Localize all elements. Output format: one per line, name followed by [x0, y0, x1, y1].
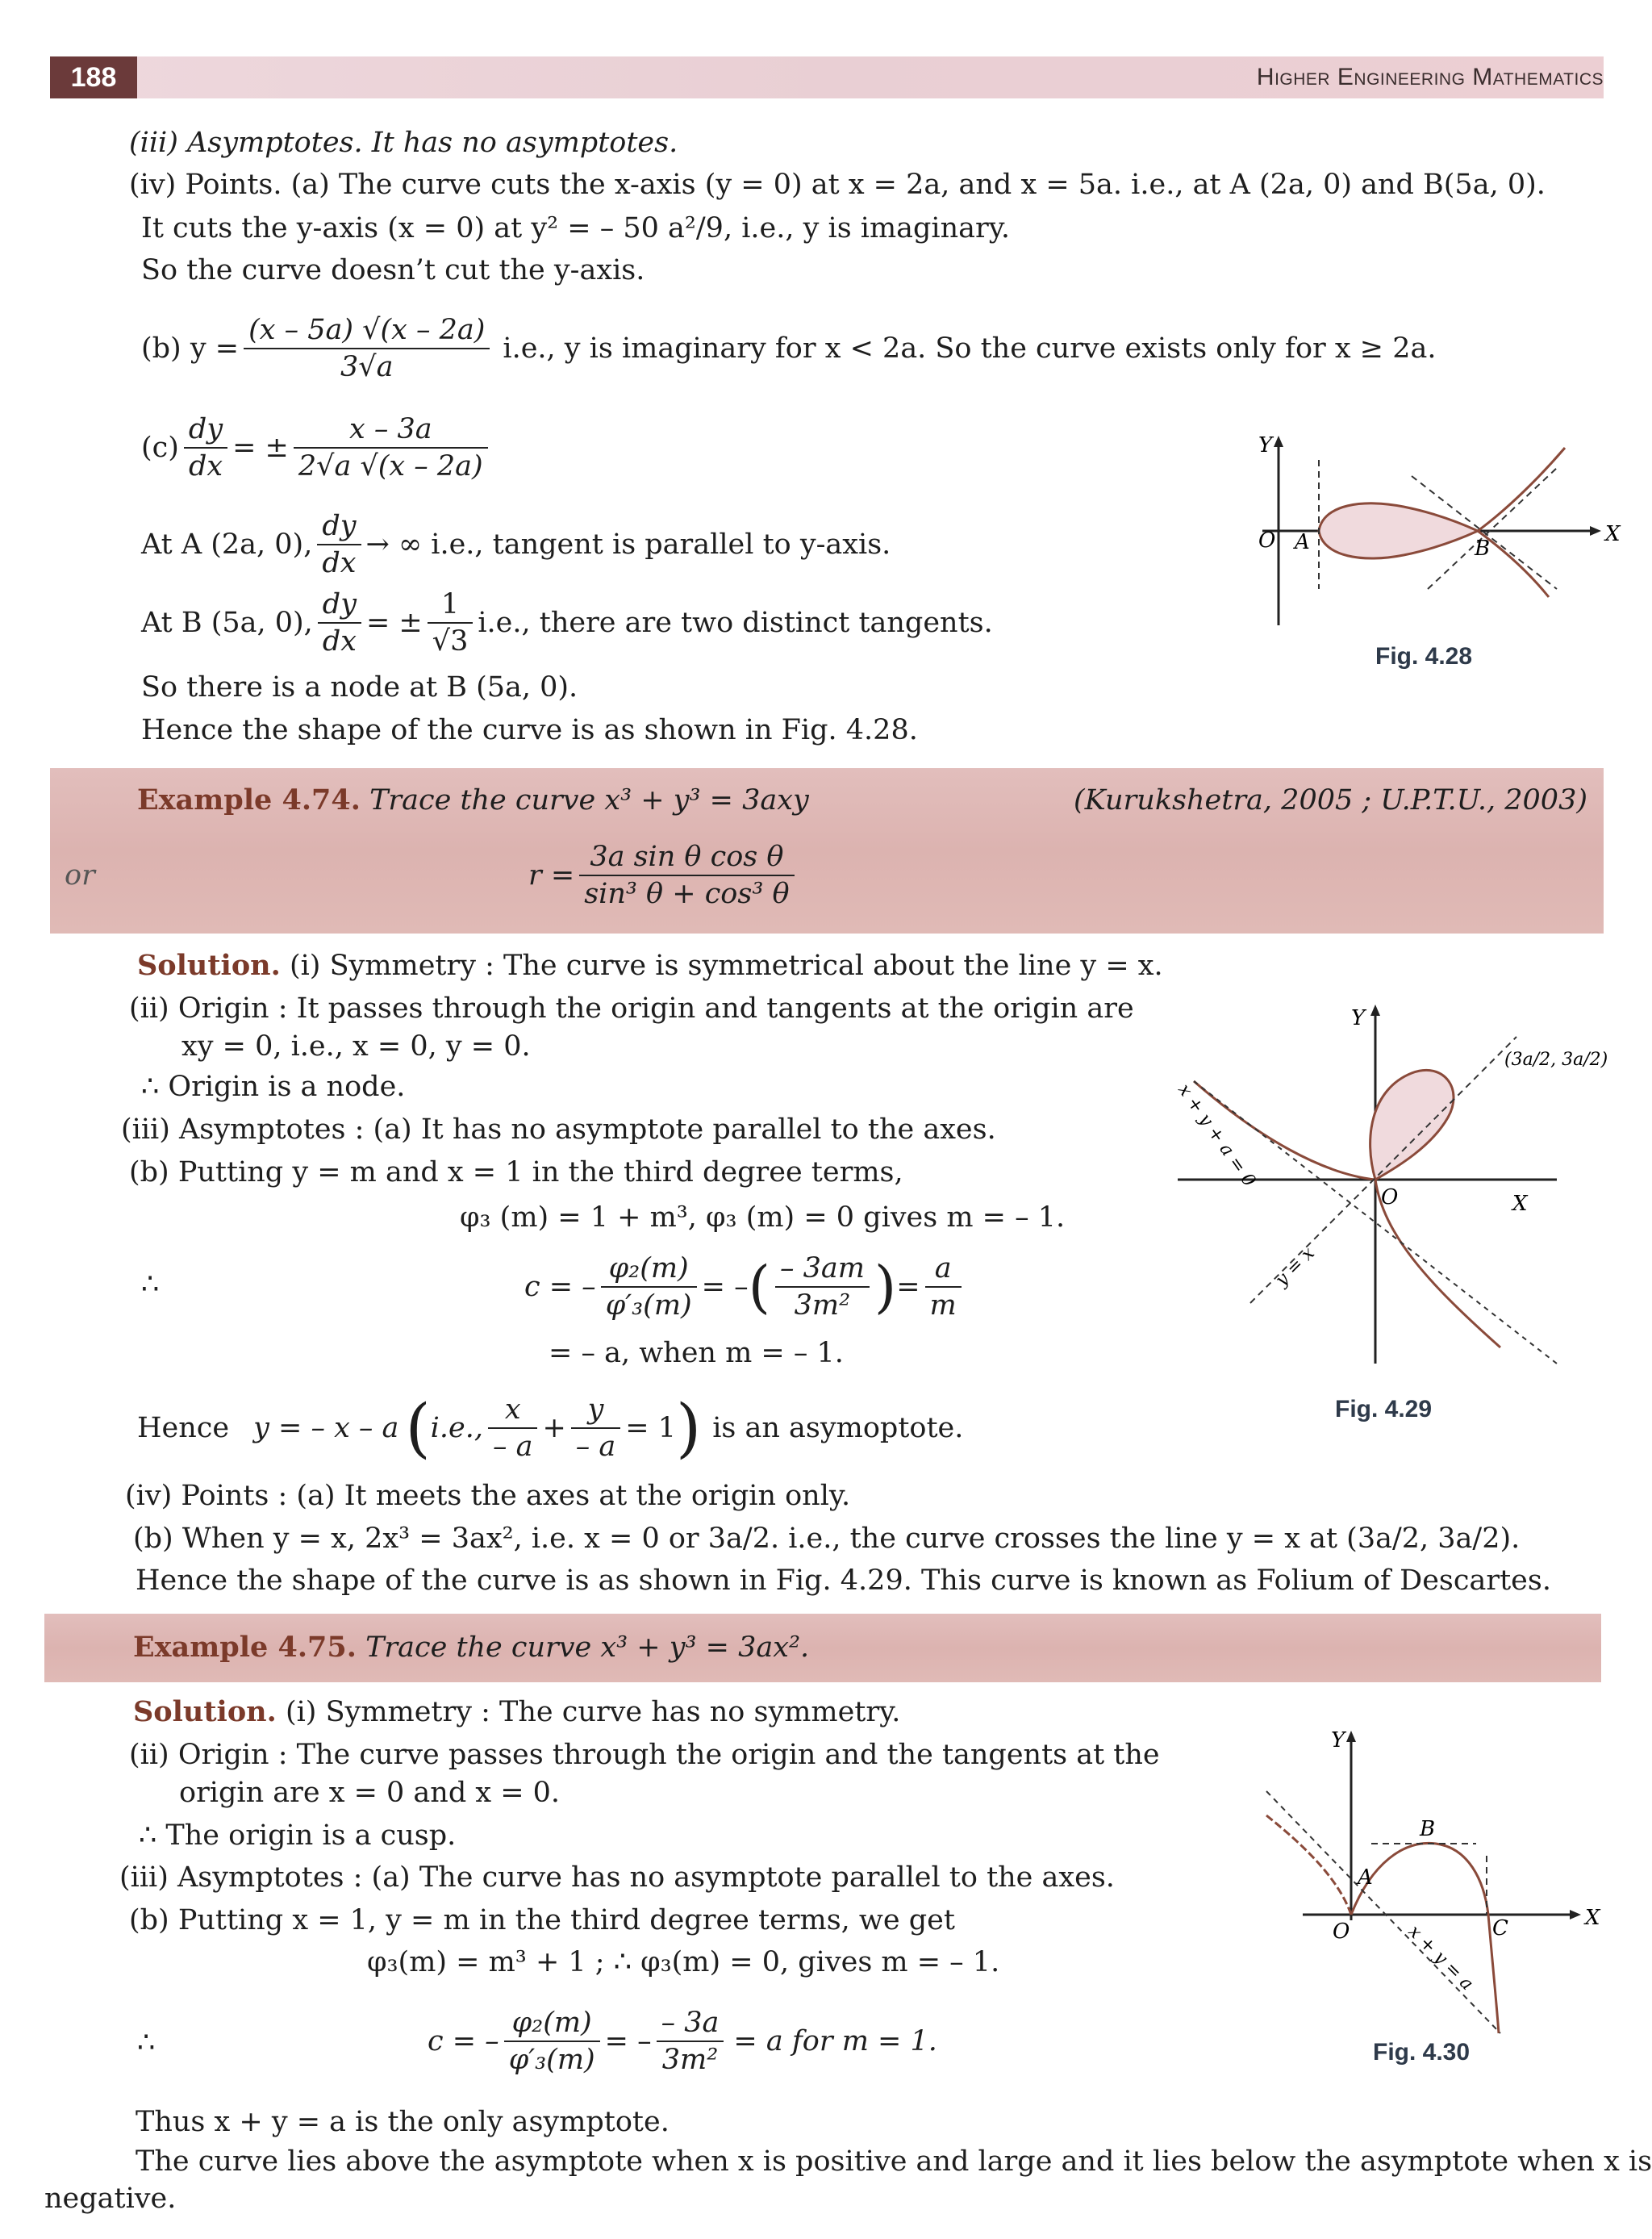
c-num2: – 3a — [657, 2005, 724, 2042]
sol474-c-equation — [524, 1243, 966, 1331]
prev-node-line: So there is a node at B (5a, 0). — [141, 671, 578, 704]
sol474-symmetry — [137, 948, 1163, 984]
b-label: (b) y = — [141, 332, 240, 365]
sol475-lies-above: The curve lies above the asymptote when x is positive and large and it lies below the asymptote when x is — [136, 2145, 1652, 2178]
c-den1: φ′₃(m) — [508, 2044, 595, 2076]
ie-text: i.e., — [430, 1412, 483, 1444]
sol474-xy0: xy = 0, i.e., x = 0, y = 0. — [181, 1030, 531, 1063]
dy-text: dy — [318, 587, 361, 624]
fig428-y-arrow — [1274, 436, 1283, 447]
at-b-label: At B (5a, 0), — [141, 607, 313, 639]
c-num1: φ₂(m) — [601, 1251, 697, 1288]
dx-text: dx — [188, 450, 223, 482]
sol475-cusp: ∴ The origin is a cusp. — [139, 1819, 457, 1852]
fig430-asym-label: x + y = a — [1404, 1921, 1478, 1995]
example-474-label: Example 4.74. — [137, 783, 361, 817]
c-den2: 3m² — [794, 1289, 851, 1322]
prev-b-equation — [141, 304, 1436, 393]
figure-4-29 — [1162, 992, 1613, 1380]
fig428-upper-branch — [1478, 448, 1565, 531]
fig428-y-label: Y — [1258, 433, 1273, 457]
fig430-y-label: Y — [1331, 1728, 1345, 1752]
fig428-o-label: O — [1258, 528, 1276, 553]
f1-num: x — [488, 1392, 538, 1429]
figure-4-30 — [1242, 1719, 1613, 2057]
c-den1: φ′₃(m) — [605, 1289, 692, 1322]
c-den3: m — [929, 1289, 957, 1322]
fig430-a-label: A — [1358, 1865, 1373, 1890]
c-frac2 — [775, 1251, 870, 1323]
c-num1: φ₂(m) — [504, 2005, 600, 2042]
fig428-x-label: X — [1605, 522, 1621, 546]
at-b-derivative — [318, 587, 361, 659]
b-fraction — [244, 312, 490, 385]
page-number: 188 — [50, 56, 137, 98]
b-denominator: 3√a — [340, 351, 394, 383]
at-a-text: → ∞ i.e., tangent is parallel to y-axis. — [365, 528, 891, 561]
b-text: i.e., y is imaginary for x < 2a. So the curve exists only for x ≥ 2a. — [503, 332, 1437, 365]
c-mid: = – — [604, 2025, 652, 2057]
sol474-origin: (ii) Origin : It passes through the origin and tangents at the origin are — [129, 992, 1134, 1025]
sol474-hence-asymptote — [137, 1384, 963, 1472]
at-b-denominator: √3 — [432, 625, 469, 658]
eq-one: = 1 — [625, 1412, 677, 1444]
prev-c-equation — [141, 403, 493, 492]
fig429-caption: Fig. 4.29 — [1335, 1396, 1433, 1422]
sol474-head: Solution. — [137, 949, 281, 982]
fig430-left-branch — [1266, 1815, 1351, 1915]
fig430-asymptote — [1266, 1791, 1500, 2033]
sol474-points: (iv) Points : (a) It meets the axes at the origin only. — [125, 1480, 851, 1512]
example-474-or: or — [65, 859, 95, 892]
prev-asymptotes-line: (iii) Asymptotes. It has no asymptotes. — [129, 127, 678, 159]
c-plus-minus: = ± — [232, 432, 289, 464]
example-475-heading — [133, 1630, 809, 1665]
example-475-statement: Trace the curve x³ + y³ = 3ax². — [365, 1631, 810, 1664]
example-474-statement: Trace the curve x³ + y³ = 3axy — [369, 784, 809, 817]
sol475-c-equation — [428, 1997, 937, 2086]
polar-numerator: 3a sin θ cos θ — [579, 839, 794, 876]
c-num2: – 3am — [775, 1251, 870, 1288]
fig428-b-label: B — [1475, 537, 1491, 561]
prev-points-line: (iv) Points. (a) The curve cuts the x-axis (y = 0) at x = 2a, and x = 5a. i.e., at A (2a, 0) and B(5a, 0). — [129, 169, 1546, 201]
at-b-text: i.e., there are two distinct tangents. — [478, 607, 993, 639]
sol474-asymptotes: (iii) Asymptotes : (a) It has no asymptote parallel to the axes. — [121, 1113, 996, 1146]
hence-eq: y = – x – a — [253, 1412, 399, 1444]
sol475-phi3: φ₃(m) = m³ + 1 ; ∴ φ₃(m) = 0, gives m = – 1. — [367, 1946, 1000, 1978]
sol475-putting: (b) Putting x = 1, y = m in the third degree terms, we get — [129, 1904, 955, 1936]
sol474-node: ∴ Origin is a node. — [141, 1071, 406, 1103]
sol475-therefore: ∴ — [137, 2027, 156, 2059]
c-eq2: = — [896, 1271, 920, 1303]
prev-no-cut-line: So the curve doesn’t cut the y-axis. — [141, 254, 645, 286]
c-num3: a — [925, 1251, 962, 1288]
polar-r-eq: r = — [528, 859, 575, 892]
at-a-label: At A (2a, 0), — [141, 528, 313, 561]
plus-sign: + — [542, 1412, 566, 1444]
sol475-origin-2: origin are x = 0 and x = 0. — [179, 1777, 561, 1809]
fig429-diag-label: y = x — [1271, 1243, 1319, 1291]
at-a-derivative — [317, 508, 361, 581]
figure-4-28 — [1234, 428, 1621, 645]
dx-text: dx — [322, 625, 357, 658]
hence-word: Hence — [137, 1412, 230, 1444]
c-den2: 3m² — [661, 2044, 719, 2076]
sol474-phi3: φ₃ (m) = 1 + m³, φ₃ (m) = 0 gives m = – 1. — [460, 1201, 1066, 1234]
fig430-o-label: O — [1333, 1919, 1350, 1944]
prev-hence-line: Hence the shape of the curve is as shown in Fig. 4.28. — [141, 714, 918, 746]
fig429-y-arrow — [1370, 1005, 1380, 1016]
c-frac1 — [601, 1251, 697, 1323]
b-numerator: (x – 5a) √(x – 2a) — [244, 312, 490, 349]
prev-at-a-line — [141, 504, 891, 585]
running-title: Higher Engineering Mathematics — [1256, 64, 1604, 90]
fig429-loop — [1370, 1070, 1454, 1180]
sol475-only-asymptote: Thus x + y = a is the only asymptote. — [136, 2106, 670, 2138]
c-label: (c) — [141, 432, 179, 464]
fig430-x-arrow — [1570, 1910, 1581, 1919]
at-b-eq: = ± — [365, 607, 423, 639]
c-frac2 — [657, 2005, 724, 2078]
fig428-caption: Fig. 4.28 — [1375, 643, 1473, 670]
c-numerator: x – 3a — [294, 411, 488, 449]
sol474-symmetry-text: (i) Symmetry : The curve is symmetrical about the line y = x. — [289, 950, 1163, 982]
fig429-y-label: Y — [1351, 1006, 1366, 1030]
paren-left: ( — [748, 1254, 770, 1320]
fig429-o-label: O — [1381, 1185, 1399, 1209]
example-474-polar — [528, 827, 799, 924]
fig430-x-label: X — [1585, 1906, 1600, 1930]
dy-text: dy — [184, 411, 227, 449]
sol474-folium: Hence the shape of the curve is as shown in Fig. 4.29. This curve is known as Folium of Descartes. — [136, 1564, 1551, 1597]
c-fraction — [294, 411, 488, 484]
dy-text: dy — [317, 508, 361, 545]
hence-post: is an asymoptote. — [712, 1412, 964, 1444]
at-b-fraction — [428, 587, 473, 659]
polar-fraction — [579, 839, 794, 912]
f2-den: – a — [575, 1431, 616, 1463]
polar-denominator: sin³ θ + cos³ θ — [584, 878, 790, 910]
example-475-label: Example 4.75. — [133, 1631, 357, 1664]
fig428-a-label: A — [1295, 530, 1310, 554]
example-474-heading — [137, 783, 809, 818]
f2-num: y — [571, 1392, 621, 1429]
sol474-putting: (b) Putting y = m and x = 1 in the third degree terms, — [129, 1156, 903, 1188]
c-frac3 — [925, 1251, 962, 1323]
c-frac1 — [504, 2005, 600, 2078]
paren-right: ) — [676, 1390, 702, 1465]
c-eq: c = – — [428, 2025, 499, 2057]
sol475-symmetry-text: (i) Symmetry : The curve has no symmetry. — [285, 1696, 901, 1728]
fig429-asym-label: x + y + a = 0 — [1174, 1080, 1260, 1191]
prev-yaxis-line: It cuts the y-axis (x = 0) at y² = – 50 a²/9, i.e., y is imaginary. — [141, 212, 1011, 244]
sol475-symmetry — [133, 1694, 900, 1730]
fig428-x-arrow — [1590, 526, 1601, 536]
f1-den: – a — [492, 1431, 533, 1463]
c-post: = a for m = 1. — [733, 2025, 937, 2057]
paren-right: ) — [874, 1254, 897, 1320]
sol475-asymptotes: (iii) Asymptotes : (a) The curve has no asymptote parallel to the axes. — [119, 1861, 1115, 1894]
sol475-origin: (ii) Origin : The curve passes through the origin and the tangents at the — [129, 1739, 1160, 1771]
sol474-minus-a: = – a, when m = – 1. — [549, 1337, 844, 1369]
fig428-loop — [1319, 503, 1478, 558]
fig429-x-label: X — [1512, 1192, 1528, 1216]
c-mid: = – — [701, 1271, 749, 1303]
sol474-therefore: ∴ — [141, 1268, 160, 1301]
fig429-point-label: (3a/2, 3a/2) — [1504, 1050, 1608, 1070]
asym-frac1 — [488, 1392, 538, 1464]
sol475-negative: negative. — [44, 2183, 177, 2215]
c-eq: c = – — [524, 1271, 596, 1303]
example-474-source: (Kurukshetra, 2005 ; U.P.T.U., 2003) — [1073, 784, 1587, 817]
fig430-y-arrow — [1346, 1731, 1356, 1742]
sol474-when: (b) When y = x, 2x³ = 3ax², i.e. x = 0 or 3a/2. i.e., the curve crosses the line y = x at (3a/2, 3a/2). — [133, 1523, 1521, 1555]
asym-frac2 — [571, 1392, 621, 1464]
sol475-head: Solution. — [133, 1695, 277, 1728]
prev-at-b-line — [141, 583, 993, 663]
dx-text: dx — [322, 547, 357, 579]
c-derivative — [184, 411, 227, 484]
paren-left: ( — [405, 1390, 431, 1465]
at-b-numerator: 1 — [428, 587, 473, 624]
c-denominator: 2√a √(x – 2a) — [298, 450, 483, 482]
fig430-caption: Fig. 4.30 — [1373, 2039, 1471, 2066]
fig430-b-label: B — [1420, 1817, 1436, 1841]
fig430-c-label: C — [1492, 1916, 1508, 1940]
